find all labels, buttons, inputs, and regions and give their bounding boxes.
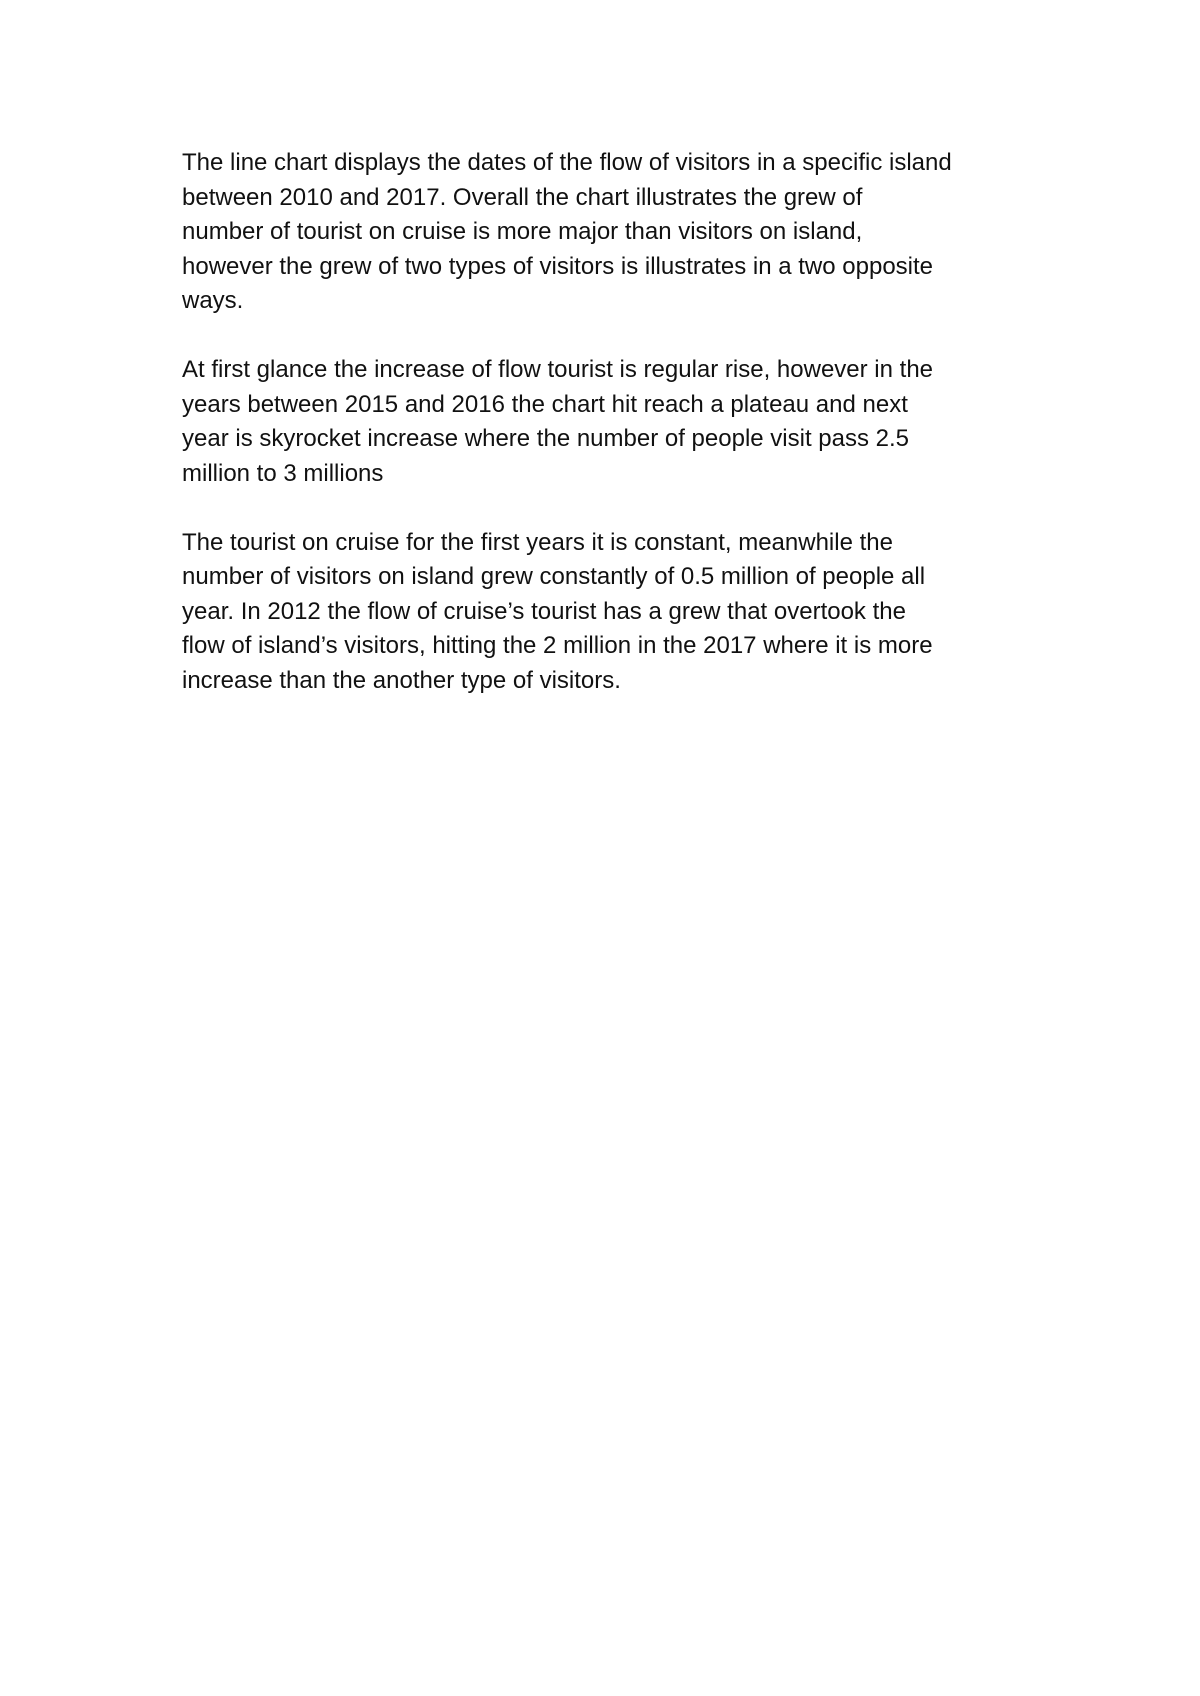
paragraph-overview xyxy=(182,146,1032,319)
paragraph-line: million to 3 millions xyxy=(182,459,384,487)
paragraph-line: however the grew of two types of visitors is illustrates in a two opposite xyxy=(182,252,934,280)
paragraph-line: year is skyrocket increase where the number of people visit pass 2.5 xyxy=(182,425,910,452)
paragraph-line: ways. xyxy=(182,287,244,314)
paragraph-line: The tourist on cruise for the first years it is constant, meanwhile the xyxy=(182,528,893,556)
paragraph-line: number of visitors on island grew constantly of 0.5 million of people all xyxy=(182,563,926,590)
paragraph-line: flow of island’s visitors, hitting the 2 million in the 2017 where it is more xyxy=(182,632,933,659)
paragraph-line: year. In 2012 the flow of cruise’s tourist has a grew that overtook the xyxy=(182,597,906,625)
paragraph-island-visitors xyxy=(182,353,1032,491)
paragraph-line: At first glance the increase of flow tourist is regular rise, however in the xyxy=(182,356,934,383)
paragraph-line: years between 2015 and 2016 the chart hit reach a plateau and next xyxy=(182,390,908,418)
paragraph-line: The line chart displays the dates of the flow of visitors in a specific island xyxy=(182,149,952,176)
paragraph-cruise-tourists xyxy=(182,526,1032,699)
paragraph-line: increase than the another type of visitors. xyxy=(182,666,621,694)
document-body xyxy=(182,146,1032,733)
paragraph-line: number of tourist on cruise is more major than visitors on island, xyxy=(182,218,863,245)
paragraph-line: between 2010 and 2017. Overall the chart illustrates the grew of xyxy=(182,183,863,211)
